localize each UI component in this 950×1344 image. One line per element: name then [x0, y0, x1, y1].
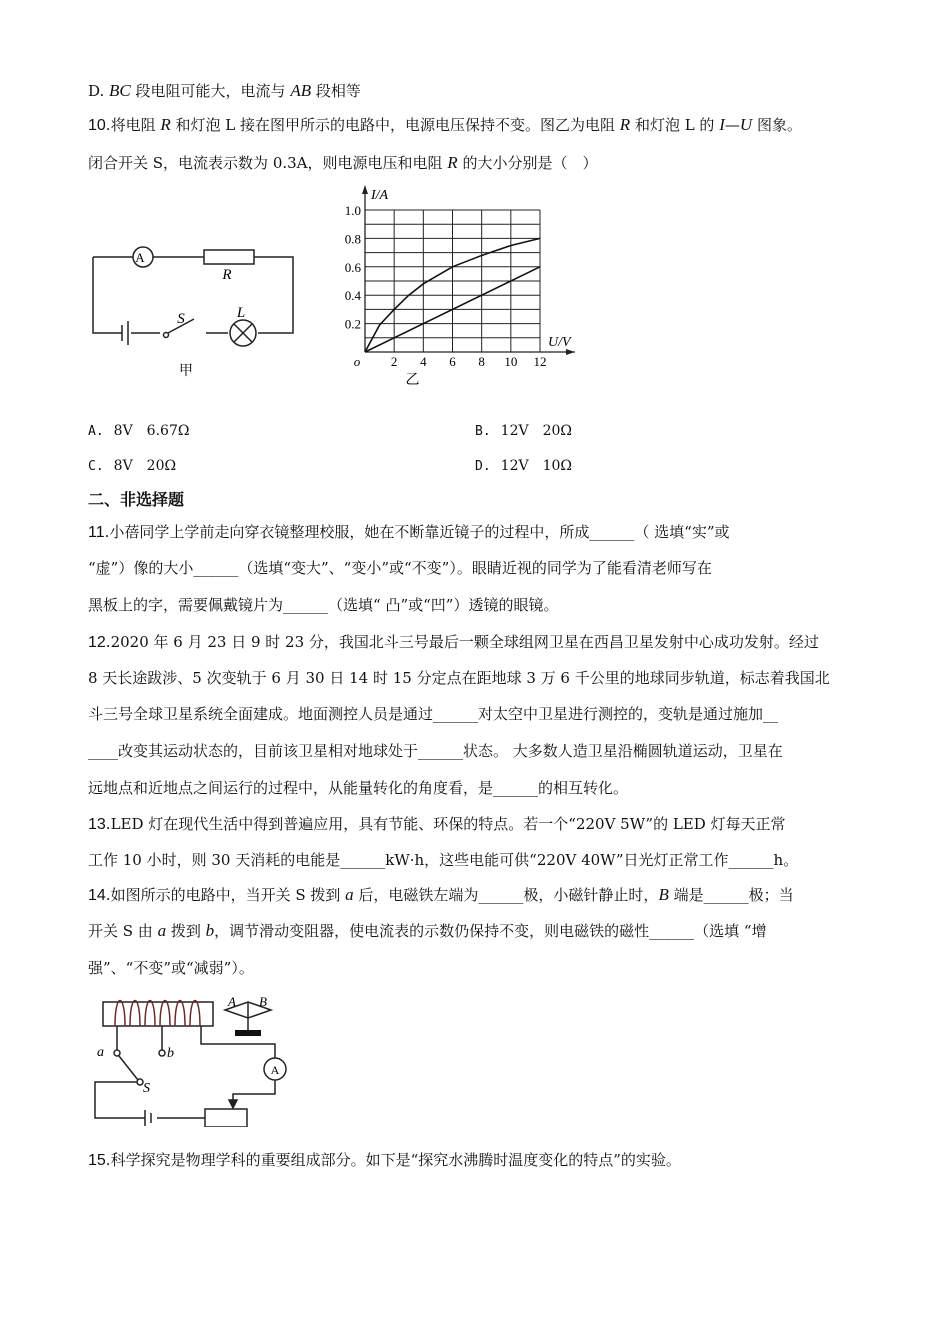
text-line	[88, 1149, 681, 1170]
x-tick-label: 6	[449, 354, 456, 369]
text-segment: 和灯泡 L 的	[630, 116, 720, 134]
coil-icon	[115, 1001, 200, 1027]
y-axis-arrow-icon	[362, 185, 368, 194]
text-line	[88, 777, 628, 798]
option-text: 12V 10Ω	[500, 458, 573, 474]
y-tick-label: 0.8	[344, 231, 361, 247]
x-tick-label: 10	[504, 354, 518, 369]
text-segment: .LED 灯在现代生活中得到普遍应用，具有节能、环保的特点。若一个“220V 5W”的 LED 灯每天正常	[105, 815, 786, 833]
contact-label-a: a	[97, 1045, 104, 1060]
text-segment: 远地点和近地点之间运行的过程中，从能量转化的角度看，是______的相互转化。	[88, 779, 629, 797]
text-line	[88, 80, 361, 101]
text-line	[88, 594, 558, 615]
text-segment: 闭合开关 S，电流表示数为 0.3A，则电源电压和电阻	[88, 154, 448, 172]
x-tick-label: 12	[533, 354, 547, 369]
chart-caption: 乙	[405, 373, 420, 388]
section-heading: 二、非选择题	[88, 490, 185, 509]
option-key: A.	[88, 424, 104, 439]
y-tick-label: 0.4	[344, 288, 361, 304]
variable-symbol: a	[345, 885, 354, 904]
text-segment: 图象。	[752, 116, 802, 134]
text-segment: 端是______极；当	[668, 886, 794, 904]
switch-label: S	[143, 1081, 150, 1096]
y-tick-label: 1.0	[344, 203, 361, 218]
resistor-icon	[204, 250, 254, 264]
option-key: C.	[88, 459, 104, 474]
option-c[interactable]	[88, 455, 176, 475]
text-line	[88, 667, 830, 688]
option-text: 8V 6.67Ω	[113, 423, 190, 439]
text-segment: 的大小分别是（ ）	[457, 154, 598, 172]
text-segment: .小蓓同学上学前走向穿衣镜整理校服，她在不断靠近镜子的过程中，所成______（ 选填“实”或	[104, 523, 730, 541]
question-number: 13	[88, 816, 106, 833]
variable-symbol: B	[658, 885, 669, 904]
text-segment: 黑板上的字，需要佩戴镜片为______（选填“ 凸”或“凹”）透镜的眼镜。	[88, 596, 559, 614]
ammeter-label: A	[135, 250, 145, 265]
text-segment: D.	[88, 82, 110, 100]
text-line	[88, 152, 597, 173]
x-tick-label: 8	[478, 354, 485, 369]
needle-label-a: A	[228, 994, 236, 1009]
option-a[interactable]	[88, 420, 189, 440]
text-segment: 8 天长途跋涉、5 次变轨于 6 月 30 日 14 时 15 分定点在距地球 3 万 6 千公里的地球同步轨道，标志着我国北	[88, 669, 830, 687]
text-line	[88, 884, 794, 905]
question-number: 10	[88, 117, 106, 134]
text-line	[88, 631, 819, 652]
variable-symbol: b	[205, 921, 215, 940]
option-text: 12V 20Ω	[500, 423, 573, 439]
y-tick-label: 0.6	[344, 259, 361, 275]
text-line	[88, 114, 802, 135]
contact-label-b: b	[167, 1046, 174, 1061]
variable-symbol: I	[719, 115, 725, 134]
needle-label-b: B	[259, 994, 267, 1009]
variable-symbol: R	[619, 115, 631, 134]
question-number: 12	[88, 634, 106, 651]
text-line	[88, 957, 254, 978]
variable-symbol: R	[447, 153, 458, 172]
variable-symbol: a	[157, 921, 167, 940]
battery-icon	[145, 1110, 151, 1126]
variable-symbol: R	[160, 115, 171, 134]
text-line	[88, 521, 730, 542]
option-d[interactable]	[475, 455, 572, 475]
x-tick-label: 2	[390, 354, 398, 369]
question-number: 15	[88, 1152, 106, 1169]
text-segment: 段相等	[311, 82, 361, 100]
x-tick-label: 4	[420, 354, 427, 369]
text-segment: 斗三号全球卫星系统全面建成。地面测控人员是通过______对太空中卫星进行测控的，变轨是通过施加__	[88, 705, 779, 723]
text-segment: 拨到	[166, 922, 206, 940]
switch-label: S	[177, 311, 185, 327]
battery-icon	[122, 321, 128, 345]
question-number: 11	[88, 524, 105, 541]
question-number: 14	[88, 887, 106, 904]
switch-icon	[119, 1056, 138, 1080]
variable-symbol: AB	[290, 81, 312, 100]
origin-label: o	[353, 354, 361, 369]
text-segment: 强”、“不变”或“减弱”）。	[88, 959, 254, 977]
circuit-diagram-jia	[88, 235, 298, 385]
figure-caption: 甲	[179, 364, 193, 379]
variable-symbol: BC	[109, 81, 131, 100]
text-segment: .如图所示的电路中，当开关 S 拨到	[105, 886, 346, 904]
electromagnet-core-icon	[103, 1002, 213, 1026]
iu-chart	[330, 185, 590, 390]
text-segment: 后，电磁铁左端为______极，小磁针静止时，	[353, 886, 659, 904]
text-line	[88, 703, 778, 724]
option-key: D.	[475, 459, 491, 474]
x-axis-label: U/V	[548, 335, 571, 350]
text-segment: “虚”）像的大小______（选填“变大”、“变小”或“不变”）。眼睛近视的同学为了能看清老师写在	[88, 559, 712, 577]
text-segment: ____改变其运动状态的，目前该卫星相对地球处于______状态。 大多数人造卫星沿椭圆轨道运动，卫星在	[88, 742, 783, 760]
option-text: 8V 20Ω	[113, 458, 177, 474]
y-tick-label: 0.2	[344, 316, 361, 332]
option-key: B.	[475, 424, 491, 439]
resistor-label: R	[222, 267, 232, 283]
text-segment: .科学探究是物理学科的重要组成部分。如下是“探究水沸腾时温度变化的特点”的实验。	[105, 1151, 681, 1169]
text-segment: ，调节滑动变阻器，使电流表的示数仍保持不变，则电磁铁的磁性______（选填 “增	[214, 922, 767, 940]
text-line	[88, 849, 798, 870]
text-segment: .2020 年 6 月 23 日 9 时 23 分，我国北斗三号最后一颗全球组网卫星在西昌卫星发射中心成功发射。经过	[105, 633, 819, 651]
rheostat-icon	[205, 1109, 247, 1127]
lamp-label: L	[236, 305, 246, 321]
text-segment: —	[724, 116, 740, 134]
text-segment: .将电阻	[105, 116, 161, 134]
text-line	[88, 740, 783, 761]
text-segment: 段电阻可能大，电流与	[130, 82, 291, 100]
text-line	[88, 557, 712, 578]
variable-symbol: U	[739, 115, 753, 134]
y-axis-label: I/A	[371, 188, 389, 203]
text-segment: 工作 10 小时，则 30 天消耗的电能是______kW·h，这些电能可供“220V 40W”日光灯正常工作______h。	[88, 851, 799, 869]
ammeter-label: A	[270, 1063, 280, 1077]
text-segment: 开关 S 由	[88, 922, 158, 940]
text-line	[88, 920, 767, 941]
text-segment: 和灯泡 L 接在图甲所示的电路中，电源电压保持不变。图乙为电阻	[170, 116, 620, 134]
text-line	[88, 813, 786, 834]
option-b[interactable]	[475, 420, 572, 440]
electromagnet-circuit	[85, 992, 310, 1127]
